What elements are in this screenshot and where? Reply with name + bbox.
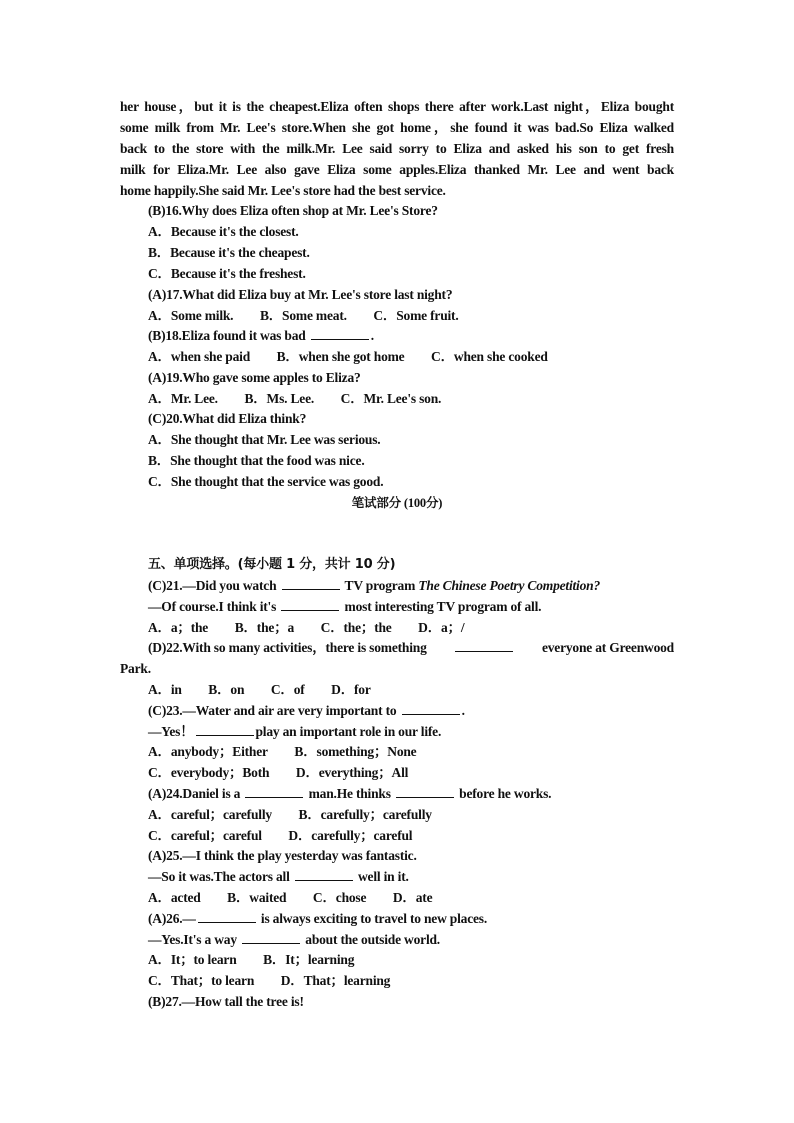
question-21-text: TV program [344,578,416,593]
answer-blank [196,723,254,736]
question-26-reply [148,931,440,949]
question-25-stem: (A)25.—I think the play yesterday was fantastic. [148,848,417,863]
question-18-stem [148,327,374,345]
answer-blank [455,639,513,652]
question-21-reply [148,598,541,616]
question-23-text: . [461,703,465,718]
question-25-text: well in it. [358,869,409,884]
question-24-options-ab: A．careful；carefully B．carefully；carefully [148,807,432,822]
question-21-text: most interesting TV program of all. [344,599,542,614]
question-16-option-b: B．Because it's the cheapest. [148,245,310,260]
question-18-options: A．when she paid B．when she got home C．when she cooked [148,349,548,364]
question-20-stem: (C)20.What did Eliza think? [148,411,307,426]
question-23-text: (C)23.—Water and air are very important to [148,703,397,718]
passage-line: her house，but it is the cheapest.Eliza often shops there after work.Last night，Eliza bought [120,99,674,114]
question-25-options: A．acted B．waited C．chose D．ate [148,890,433,905]
passage-line: milk for Eliza.Mr. Lee also gave Eliza some apples.Eliza thanked Mr. Lee and went back [120,162,674,177]
question-22-options: A．in B．on C．of D．for [148,682,371,697]
question-22-text: (D)22.With so many activities，there is something [148,640,427,655]
question-23-options-ab: A．anybody；Either B．something；None [148,744,417,759]
question-26-text: (A)26.— [148,911,196,926]
question-25-reply [148,868,409,886]
question-26-text: —Yes.It's a way [148,932,237,947]
answer-blank [282,577,340,590]
question-20-option-c: C．She thought that the service was good. [148,474,384,489]
question-22-stem-cont: Park. [120,661,151,676]
answer-blank [396,785,454,798]
question-24-options-cd: C．careful；careful D．carefully；careful [148,828,413,843]
question-26-options-cd: C．That；to learn D．That；learning [148,973,391,988]
question-23-options-cd: C．everybody；Both D．everything；All [148,765,409,780]
passage-line: home happily.She said Mr. Lee's store had the best service. [120,183,446,198]
question-26-stem [148,910,487,928]
question-20-option-a: A．She thought that Mr. Lee was serious. [148,432,381,447]
question-20-option-b: B．She thought that the food was nice. [148,453,365,468]
question-16-option-c: C．Because it's the freshest. [148,266,306,281]
question-19-options: A．Mr. Lee. B．Ms. Lee. C．Mr. Lee's son. [148,391,442,406]
answer-blank [242,931,300,944]
question-22-text: everyone at Greenwood [541,640,674,655]
question-24-stem [148,785,551,803]
question-23-text: play an important role in our life. [255,724,442,739]
question-19-stem: (A)19.Who gave some apples to Eliza? [148,370,361,385]
question-24-text: man.He thinks [308,786,391,801]
question-23-stem [148,702,465,720]
question-21-stem [148,577,600,595]
answer-blank [311,327,369,340]
question-26-text: about the outside world. [305,932,440,947]
written-part-heading: 笔试部分 (100分) [351,496,443,510]
program-title: The Chinese Poetry Competition? [418,578,601,593]
answer-blank [402,702,460,715]
answer-blank [281,598,339,611]
answer-blank [245,785,303,798]
question-22-stem [148,639,674,657]
question-21-text: (C)21.—Did you watch [148,578,277,593]
question-17-options: A．Some milk. B．Some meat. C．Some fruit. [148,308,459,323]
question-21-text: —Of course.I think it's [148,599,277,614]
question-16-option-a: A．Because it's the closest. [148,224,299,239]
question-16-stem: (B)16.Why does Eliza often shop at Mr. Lee's Store? [148,203,438,218]
question-18-stem-text: (B)18.Eliza found it was bad [148,328,306,343]
section-title: 五、单项选择。(每小题 1 分，共计 10 分) [148,557,396,572]
question-26-text: is always exciting to travel to new places. [260,911,488,926]
answer-blank [198,910,256,923]
question-17-stem: (A)17.What did Eliza buy at Mr. Lee's store last night? [148,287,453,302]
question-21-options: A．a；the B．the；a C．the；the D．a；/ [148,620,465,635]
passage-line: back to the store with the milk.Mr. Lee said sorry to Eliza and asked his son to get fresh [120,141,674,156]
question-24-text: (A)24.Daniel is a [148,786,241,801]
question-18-stem-end: . [370,328,374,343]
question-23-text: —Yes！ [148,724,194,739]
question-26-options-ab: A．It；to learn B．It；learning [148,952,355,967]
question-25-text: —So it was.The actors all [148,869,290,884]
question-23-reply [148,723,441,741]
question-24-text: before he works. [459,786,552,801]
answer-blank [295,868,353,881]
question-27-stem: (B)27.—How tall the tree is! [148,994,304,1009]
passage-line: some milk from Mr. Lee's store.When she got home，she found it was bad.So Eliza walked [120,120,674,135]
